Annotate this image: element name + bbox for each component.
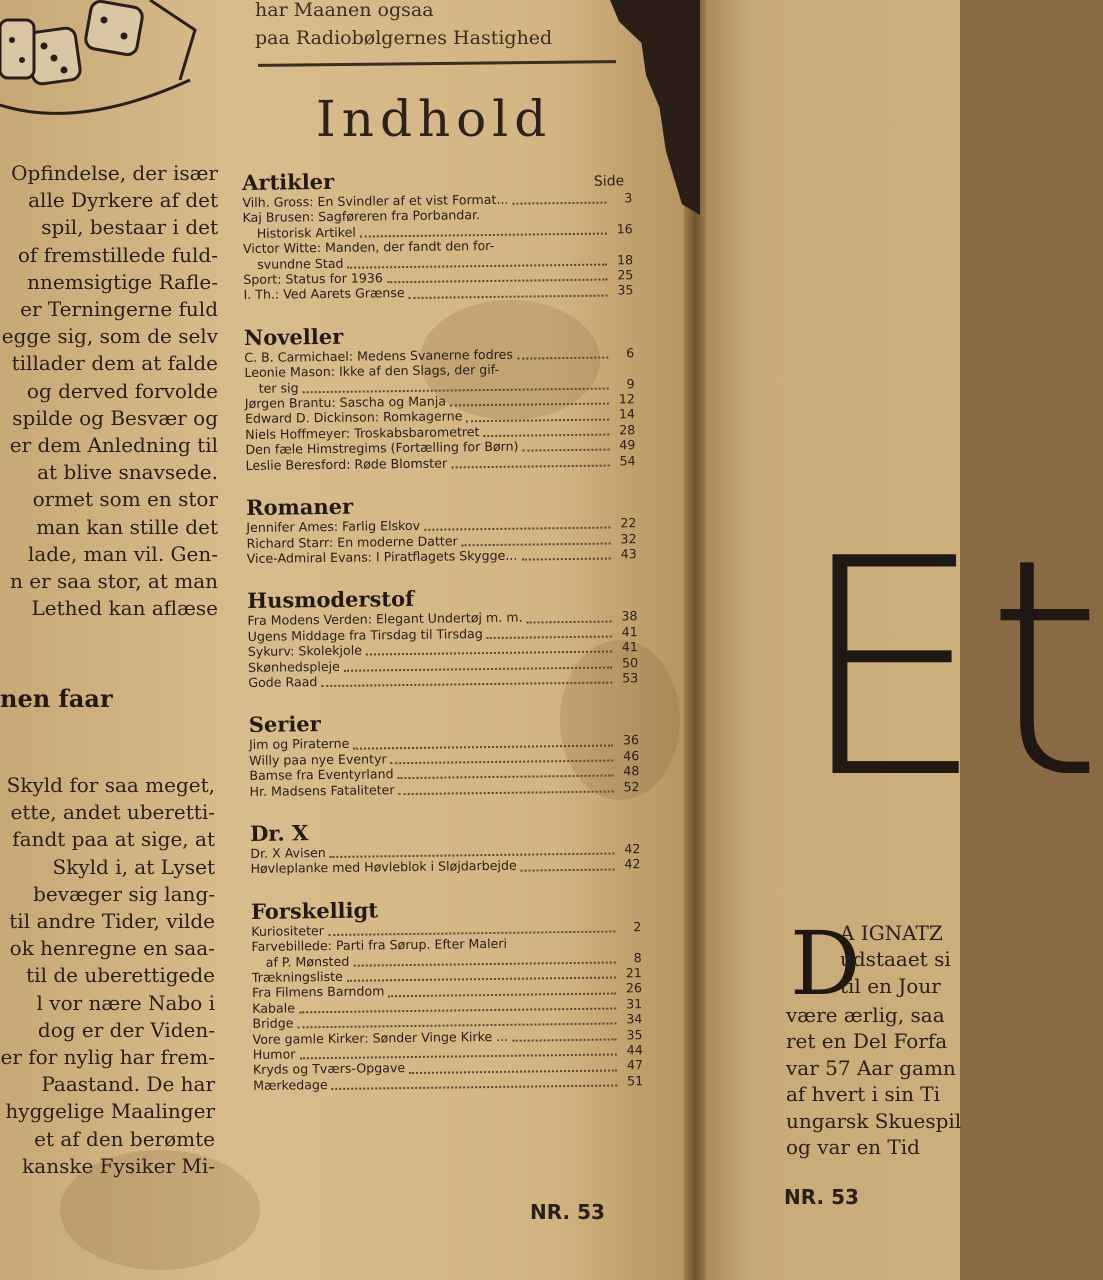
toc-page-number: 49 (619, 437, 636, 453)
toc-section-title: Dr. X (249, 820, 309, 846)
text-line: man kan stille det (36, 514, 218, 539)
text-line: ette, andet uberetti- (10, 800, 215, 825)
toc-entry-title: ter sig (258, 379, 299, 396)
text-line: n er saa stor, at man (10, 569, 218, 594)
toc-leader-dots (451, 463, 609, 468)
toc-entry-title: Kuriositeter (251, 922, 324, 939)
toc-entry-title: svundne Stad (257, 255, 344, 272)
toc-entry-title: Bridge (252, 1015, 294, 1032)
toc-entry-title: Leslie Beresford: Røde Blomster (245, 455, 448, 473)
toc-leader-dots (521, 557, 610, 561)
toc-leader-dots (466, 417, 609, 422)
toc-leader-dots (332, 1084, 618, 1090)
toc-entry-title: Fra Modens Verden: Elegant Undertøj m. m. (247, 609, 523, 629)
toc-leader-dots (462, 541, 611, 546)
text-line: og var en Tid (786, 1135, 920, 1160)
text-line: kanske Fysiker Mi- (22, 1153, 215, 1178)
text-line: til en Jour (840, 973, 941, 998)
text-line: lade, man vil. Gen- (27, 541, 218, 566)
text-line: er Terningerne fuld (20, 297, 218, 322)
text-line: Paastand. De har (41, 1072, 215, 1097)
text-line: er dem Anledning til (9, 433, 218, 458)
toc-page-number: 47 (626, 1057, 644, 1073)
toc-page-number: 50 (621, 654, 639, 670)
toc-entry-title: Farvebillede: Parti fra Sørup. Efter Maleri (251, 936, 508, 955)
left-column-text (0, 160, 218, 622)
toc-page-number: 52 (623, 778, 640, 794)
toc-page-number: 46 (623, 747, 640, 764)
toc-entry-title: Trækningsliste (251, 968, 343, 985)
text-line: til andre Tider, vilde (9, 909, 215, 934)
toc-page-number: 31 (626, 995, 643, 1012)
toc-leader-dots (521, 867, 615, 871)
toc-page-number: 36 (622, 732, 640, 748)
toc-entry-title: Kaj Brusen: Sagføreren fra Porbandar. (242, 207, 481, 226)
toc-page-number: 42 (624, 841, 641, 857)
toc-entry-title: Hr. Madsens Fataliteter (249, 781, 395, 799)
toc-entry-title: Leonie Mason: Ikke af den Slags, der gif- (244, 362, 500, 381)
toc-title: Indhold (316, 90, 553, 148)
header-line: paa Radiobølgernes Hastighed (255, 27, 553, 49)
toc-side-label: Side (593, 173, 625, 190)
toc-entry-title: Vore gamle Kirker: Sønder Vinge Kirke ... (252, 1028, 509, 1047)
text-line: være ærlig, saa (786, 1003, 945, 1027)
toc-page-number: 35 (617, 282, 634, 298)
toc-entry-title: Kabale (252, 1000, 296, 1016)
text-line: Skyld i, at Lyset (52, 854, 215, 879)
toc-leader-dots (399, 789, 614, 795)
toc-leader-dots (512, 201, 606, 205)
toc-entry-title: Den fæle Himstregims (Fortælling for Børn) (245, 438, 519, 458)
toc-entry-title: Høvleplanke med Høvleblok i Sløjdarbejde (250, 858, 517, 877)
issue-number-right: NR. 53 (784, 1185, 859, 1209)
text-line: af hvert i sin Ti (786, 1082, 941, 1107)
toc-entry-title: C. B. Carmichael: Medens Svanerne fodres (244, 346, 514, 365)
toc-entry-title: Ugens Middage fra Tirsdag til Tirsdag (247, 625, 483, 644)
toc-entry-title: Richard Starr: En moderne Datter (246, 532, 458, 551)
text-line: til de uberettigede (26, 963, 215, 988)
text-line: A IGNATZ (840, 921, 943, 945)
toc-page-number: 22 (620, 515, 637, 531)
toc-entry-title: Sport: Status for 1936 (243, 270, 383, 288)
text-line: ormet som en stor (32, 487, 218, 512)
header-text (255, 0, 615, 52)
text-line: at blive snavsede. (37, 460, 218, 485)
text-line: nnemsigtige Rafle- (27, 269, 218, 294)
toc-entry-title: Jørgen Brantu: Sascha og Manja (244, 393, 447, 412)
toc-page-number: 12 (618, 391, 635, 407)
text-line: l vor nære Nabo i (36, 990, 215, 1015)
text-line: ungarsk Skuespil (786, 1108, 962, 1133)
toc-page-number: 3 (624, 190, 633, 206)
toc-entry-title: Sykurv: Skolekjole (247, 642, 363, 660)
toc-page-number: 42 (624, 856, 641, 872)
toc-page-number: 25 (617, 267, 634, 283)
toc-entry-title: Humor (252, 1046, 296, 1062)
toc-page-number: 41 (621, 639, 638, 655)
text-line: fandt paa at sige, at (12, 827, 215, 852)
left-column-heading: nen faar (0, 684, 113, 713)
text-line: of fremstillede fuld- (17, 242, 218, 267)
toc-page-number: 28 (619, 422, 636, 438)
toc-entry-title: Jennifer Ames: Farlig Elskov (246, 517, 421, 536)
text-line: var 57 Aar gamn (786, 1055, 956, 1080)
toc-entry-title: Edward D. Dickinson: Romkagerne (244, 408, 463, 427)
toc-section-title: Romaner (245, 493, 354, 521)
toc-leader-dots (409, 293, 608, 298)
toc-page-number: 18 (616, 251, 634, 268)
toc-entry-title: Fra Filmens Barndom (251, 983, 385, 1001)
toc-leader-dots (527, 619, 612, 623)
toc-entry-title: Skønhedspleje (247, 658, 340, 675)
text-line: dog er der Viden- (37, 1017, 215, 1042)
text-line: udstaaet si (840, 947, 951, 972)
toc-page-number: 54 (619, 452, 636, 469)
table-of-contents (242, 165, 643, 1093)
text-line: alle Dyrkere af det (28, 188, 218, 213)
toc-entry-title: Vilh. Gross: En Svindler af et vist Format... (242, 191, 509, 210)
toc-leader-dots (523, 448, 610, 452)
toc-page-number: 6 (626, 345, 635, 361)
toc-page-number: 53 (622, 670, 639, 686)
right-column-text-2 (786, 1002, 960, 1160)
header-line: har Maanen ogsaa (255, 0, 434, 21)
drop-cap: D (790, 912, 861, 1015)
toc-page-number: 8 (633, 949, 642, 965)
toc-page-number: 35 (626, 1026, 643, 1042)
toc-page-number: 16 (616, 221, 633, 237)
toc-entry-title: Gode Raad (248, 674, 318, 690)
toc-leader-dots (487, 634, 612, 639)
text-line: spil, bestaar i det (41, 215, 218, 240)
toc-leader-dots (512, 1037, 616, 1041)
issue-number: NR. 53 (530, 1200, 605, 1224)
toc-section-title: Artikler (242, 168, 335, 195)
toc-entry-title: Bamse fra Eventyrland (249, 766, 394, 784)
toc-page-number: 38 (621, 608, 638, 624)
toc-entry-title: Vice-Admiral Evans: I Piratflagets Skygge... (246, 547, 518, 566)
toc-entry-title: Mærkedage (253, 1076, 328, 1093)
toc-entry-title: Kryds og Tværs-Opgave (252, 1060, 406, 1078)
toc-entry-title: Victor Witte: Manden, der fandt den for- (242, 238, 495, 257)
toc-leader-dots (483, 433, 609, 438)
toc-page-number: 9 (626, 375, 635, 391)
text-line: Skyld for saa meget, (6, 773, 215, 797)
left-column-text-2 (0, 772, 215, 1180)
toc-page-number: 34 (626, 1011, 643, 1027)
toc-page-number: 41 (621, 623, 638, 640)
text-line: bevæger sig lang- (33, 881, 215, 906)
toc-section-title: Noveller (243, 323, 344, 350)
right-column-text (840, 920, 960, 999)
toc-page-number: 43 (620, 546, 637, 562)
decorative-heading: Et (796, 495, 1103, 844)
text-line: et af den berømte (34, 1126, 215, 1151)
toc-entry-title: Willy paa nye Eventyr (249, 751, 387, 768)
text-line: er for nylig har frem- (0, 1045, 215, 1070)
toc-entry-title: Jim og Piraterne (248, 736, 350, 753)
toc-section-title: Husmoderstof (247, 586, 415, 614)
toc-leader-dots (424, 526, 610, 531)
toc-page-number: 14 (618, 406, 636, 422)
toc-page-number: 44 (626, 1042, 643, 1058)
toc-leader-dots (321, 681, 612, 688)
toc-section-title: Serier (248, 711, 321, 738)
text-line: og derved forvolde (26, 378, 218, 403)
text-line: ret en Del Forfa (786, 1029, 948, 1054)
text-line: spilde og Besvær og (12, 405, 218, 430)
toc-entry-title: I. Th.: Ved Aarets Grænse (243, 285, 405, 303)
toc-page-number: 26 (625, 980, 643, 996)
text-line: Lethed kan aflæse (31, 596, 218, 621)
text-line: egge sig, som de selv (1, 324, 218, 349)
toc-entry-title: af P. Mønsted (265, 953, 350, 970)
toc-entry-title: Niels Hoffmeyer: Troskabsbarometret (245, 423, 480, 442)
text-line: Opfindelse, der især (11, 161, 218, 185)
toc-page-number: 2 (633, 918, 642, 935)
text-line: hyggelige Maalinger (5, 1099, 215, 1124)
toc-entry-title: Dr. X Avisen (250, 844, 326, 861)
toc-section-title: Forskelligt (250, 897, 379, 924)
toc-page-number: 51 (627, 1073, 644, 1089)
text-line: tillader dem at falde (11, 351, 218, 376)
toc-page-number: 48 (623, 763, 640, 779)
toc-leader-dots (450, 402, 609, 407)
toc-page-number: 32 (620, 530, 637, 546)
toc-leader-dots (517, 356, 608, 360)
text-line: ok henregne en saa- (9, 936, 215, 961)
toc-entry-title: Historisk Artikel (256, 224, 356, 241)
dice-illustration (0, 0, 200, 130)
toc-page-number: 21 (625, 965, 642, 981)
